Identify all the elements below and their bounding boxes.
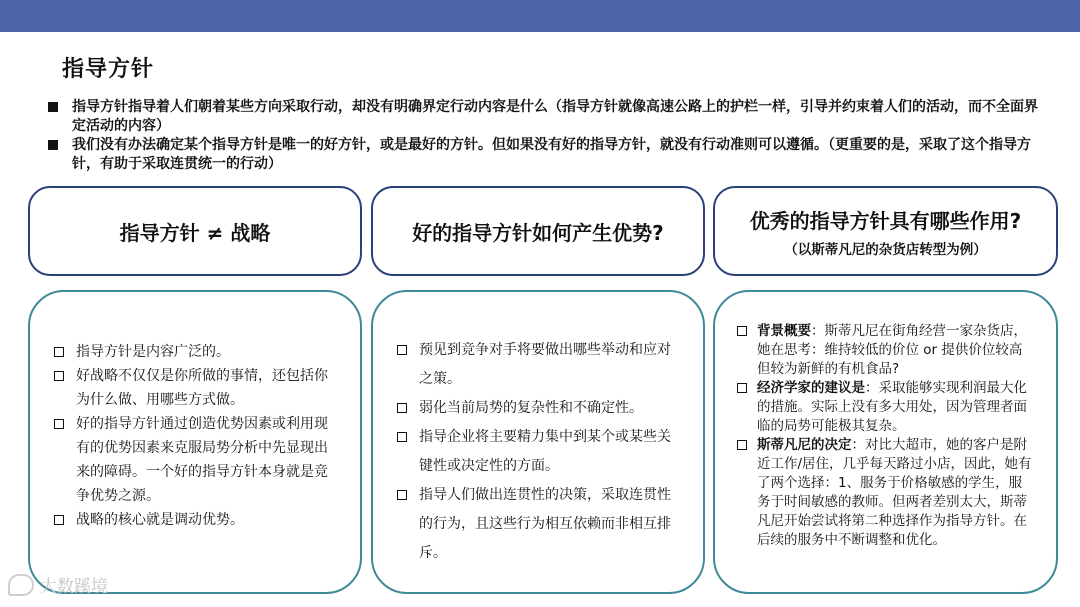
- list-item: 好的指导方针通过创造优势因素或利用现有的优势因素来克服局势分析中先显现出来的障碍。一个好的指导方针本身就是竞争优势之源。: [54, 412, 336, 508]
- checkbox-bullet-icon: [397, 345, 407, 355]
- heading-box-3: [713, 186, 1058, 276]
- heading-text: 好的指导方针如何产生优势?: [412, 220, 664, 245]
- heading-box-1: [28, 186, 362, 276]
- watermark: [8, 572, 108, 597]
- checkbox-bullet-icon: [397, 403, 407, 413]
- content-list: [397, 336, 681, 568]
- page-title: 指导方针: [62, 57, 155, 82]
- checkbox-bullet-icon: [54, 347, 64, 357]
- list-item: 经济学家的建议是：采取能够实现利润最大化的措施。实际上没有多大用处，因为管理者面临的局势可能极其复杂。: [737, 379, 1035, 436]
- checkbox-bullet-icon: [54, 515, 64, 525]
- checkbox-bullet-icon: [397, 432, 407, 442]
- heading-text: 优秀的指导方针具有哪些作用?: [749, 208, 1022, 233]
- intro-bullets: [48, 98, 1048, 174]
- watermark-text: 大数蹊境: [40, 577, 108, 597]
- list-item: 指导人们做出连贯性的决策，采取连贯性的行为，且这些行为相互依赖而非相互排斥。: [397, 481, 681, 568]
- content-list: [54, 340, 336, 532]
- checkbox-bullet-icon: [737, 383, 747, 393]
- list-item: 指导企业将主要精力集中到某个或某些关键性或决定性的方面。: [397, 423, 681, 481]
- intro-bullet: [48, 98, 1048, 136]
- checkbox-bullet-icon: [737, 440, 747, 450]
- list-item: 弱化当前局势的复杂性和不确定性。: [397, 394, 681, 423]
- list-item: 背景概要：斯蒂凡尼在街角经营一家杂货店，她在思考：维持较低的价位 or 提供价位较高但较为新鲜的有机食品?: [737, 322, 1035, 379]
- heading-text: 指导方针 ≠ 战略: [119, 220, 271, 245]
- list-item: 战略的核心就是调动优势。: [54, 508, 336, 532]
- checkbox-bullet-icon: [397, 490, 407, 500]
- content-list: [737, 322, 1035, 550]
- intro-text: 我们没有办法确定某个指导方针是唯一的好方针，或是最好的方针。但如果没有好的指导方针，就没有行动准则可以遵循。（更重要的是，采取了这个指导方针，有助于采取连贯统一的行动）: [72, 137, 1031, 172]
- list-item: 指导方针是内容广泛的。: [54, 340, 336, 364]
- checkbox-bullet-icon: [54, 371, 64, 381]
- intro-bullet: [48, 136, 1048, 174]
- checkbox-bullet-icon: [54, 419, 64, 429]
- square-bullet-icon: [48, 102, 58, 112]
- content-box-1: [28, 290, 362, 594]
- intro-text: 指导方针指导着人们朝着某些方向采取行动，却没有明确界定行动内容是什么（指导方针就像高速公路上的护栏一样，引导并约束着人们的活动，而不全面界定活动的内容）: [72, 99, 1038, 134]
- list-item: 斯蒂凡尼的决定：对比大超市，她的客户是附近工作/居住，几乎每天路过小店，因此，她有了两个选择：1、服务于价格敏感的学生，服务于时间敏感的教师。但两者差别太大，斯蒂凡尼开始尝试将第二种选择作为指导方针。在后续的服务中不断调整和优化。: [737, 436, 1035, 550]
- heading-subtext: （以斯蒂凡尼的杂货店转型为例）: [784, 241, 987, 258]
- heading-box-2: [371, 186, 705, 276]
- list-item: 预见到竞争对手将要做出哪些举动和应对之策。: [397, 336, 681, 394]
- chat-bubble-icon: [8, 574, 34, 596]
- top-banner: [0, 0, 1080, 32]
- square-bullet-icon: [48, 140, 58, 150]
- checkbox-bullet-icon: [737, 326, 747, 336]
- list-item: 好战略不仅仅是你所做的事情，还包括你为什么做、用哪些方式做。: [54, 364, 336, 412]
- content-box-2: [371, 290, 705, 594]
- content-box-3: [713, 290, 1058, 594]
